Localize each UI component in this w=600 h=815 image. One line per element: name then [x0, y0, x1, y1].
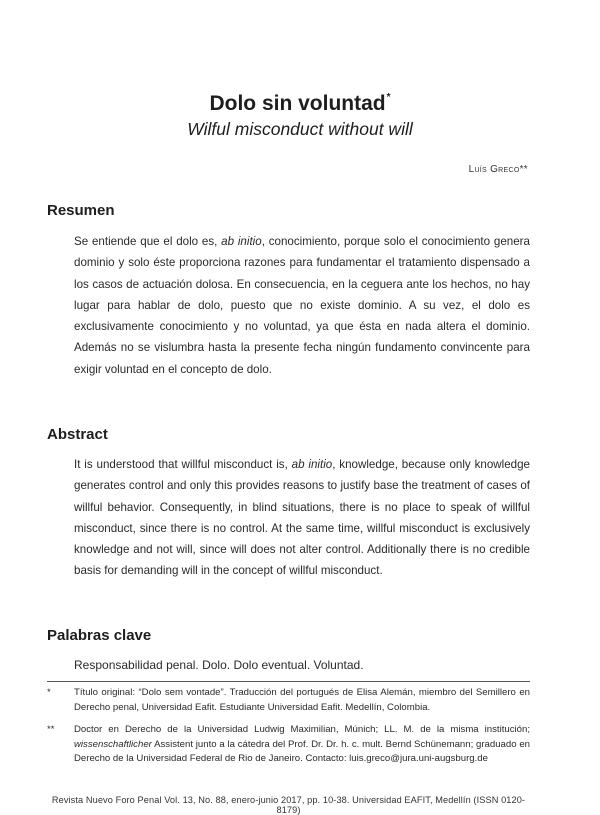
keywords-heading: Palabras clave: [47, 627, 152, 644]
article-subtitle: Wilful misconduct without will: [187, 119, 413, 139]
page-footer: Revista Nuevo Foro Penal Vol. 13, No. 88, enero-junio 2017, pp. 10-38. Universidad EAFIT, Medellín (ISSN 0120-8179): [51, 795, 526, 815]
author-name: Luís Greco: [468, 164, 520, 175]
footnote-2-text-rest: Assistent junto a la cátedra del Prof. Dr. Dr. h. c. mult. Bernd Schünemann; graduado en Derecho de la Universidad Federal de Rio de Janeiro. Contacto: luis.greco@jura.uni-augsburg.de: [74, 738, 530, 764]
footnote-1: [47, 686, 530, 715]
footnote-2-text: [74, 723, 530, 767]
resumen-heading: Resumen: [47, 202, 115, 219]
footnote-2-mark: **: [47, 724, 55, 735]
resumen-text-rest: , conocimiento, porque solo el conocimiento genera dominio y solo éste proporciona razones para fundamentar el tratamiento dispensado a los casos de actuación dolosa. En consecuencia, en la ceguera ante los hechos, no hay lugar para hablar de dolo, puesto que no existe dominio. A su vez, el dolo es exclusivamente conocimiento y no voluntad, ya que ésta en nada altera el dominio. Además no se vislumbra hasta la presente fecha ningún fundamento convincente para exigir voluntad en el concepto de dolo.: [74, 235, 530, 376]
footnote-2-text-start: Doctor en Derecho de la Universidad Ludwig Maximilian, Múnich; LL. M. de la misma institución;: [74, 724, 530, 735]
footnote-1-mark: *: [47, 687, 51, 698]
title-footnote-mark[interactable]: *: [386, 92, 391, 103]
resumen-paragraph: [74, 231, 530, 380]
abstract-text-start: It is understood that willful misconduct is,: [74, 458, 292, 471]
abstract-italic: ab initio: [291, 458, 333, 471]
footnote-1-text: Título original: “Dolo sem vontade”. Traducción del portugués de Elisa Alemán, miembro del Semillero en Derecho penal, Universidad Eafit. Estudiante Universidad Eafit. Medellín, Colombia.: [74, 687, 530, 713]
author-line: [469, 164, 528, 175]
footnote-2: [47, 723, 530, 767]
author-footnote-mark[interactable]: **: [519, 164, 528, 175]
resumen-text-start: Se entiende que el dolo es,: [74, 235, 222, 248]
abstract-paragraph: [74, 454, 530, 582]
article-title: [0, 84, 600, 118]
footnote-2-italic: wissenschaftlicher: [74, 738, 152, 750]
abstract-heading: Abstract: [47, 426, 108, 443]
keywords-text: Responsabilidad penal. Dolo. Dolo eventual. Voluntad.: [74, 658, 364, 672]
article-title-text: Dolo sin voluntad: [209, 92, 386, 115]
resumen-italic: ab initio: [221, 235, 262, 248]
footnote-separator: [47, 681, 530, 682]
abstract-text-rest: , knowledge, because only knowledge generates control and only this provides reasons to justify base the treatment of cases of willful behavior. Consequently, in blind situations, there is no place to speak of willful misconduct, since there is no control. At the same time, willful misconduct is exclusively knowledge and not will, since will does not alter control. Additionally there is no credible basis for demanding will in the concept of willful misconduct.: [74, 458, 531, 578]
